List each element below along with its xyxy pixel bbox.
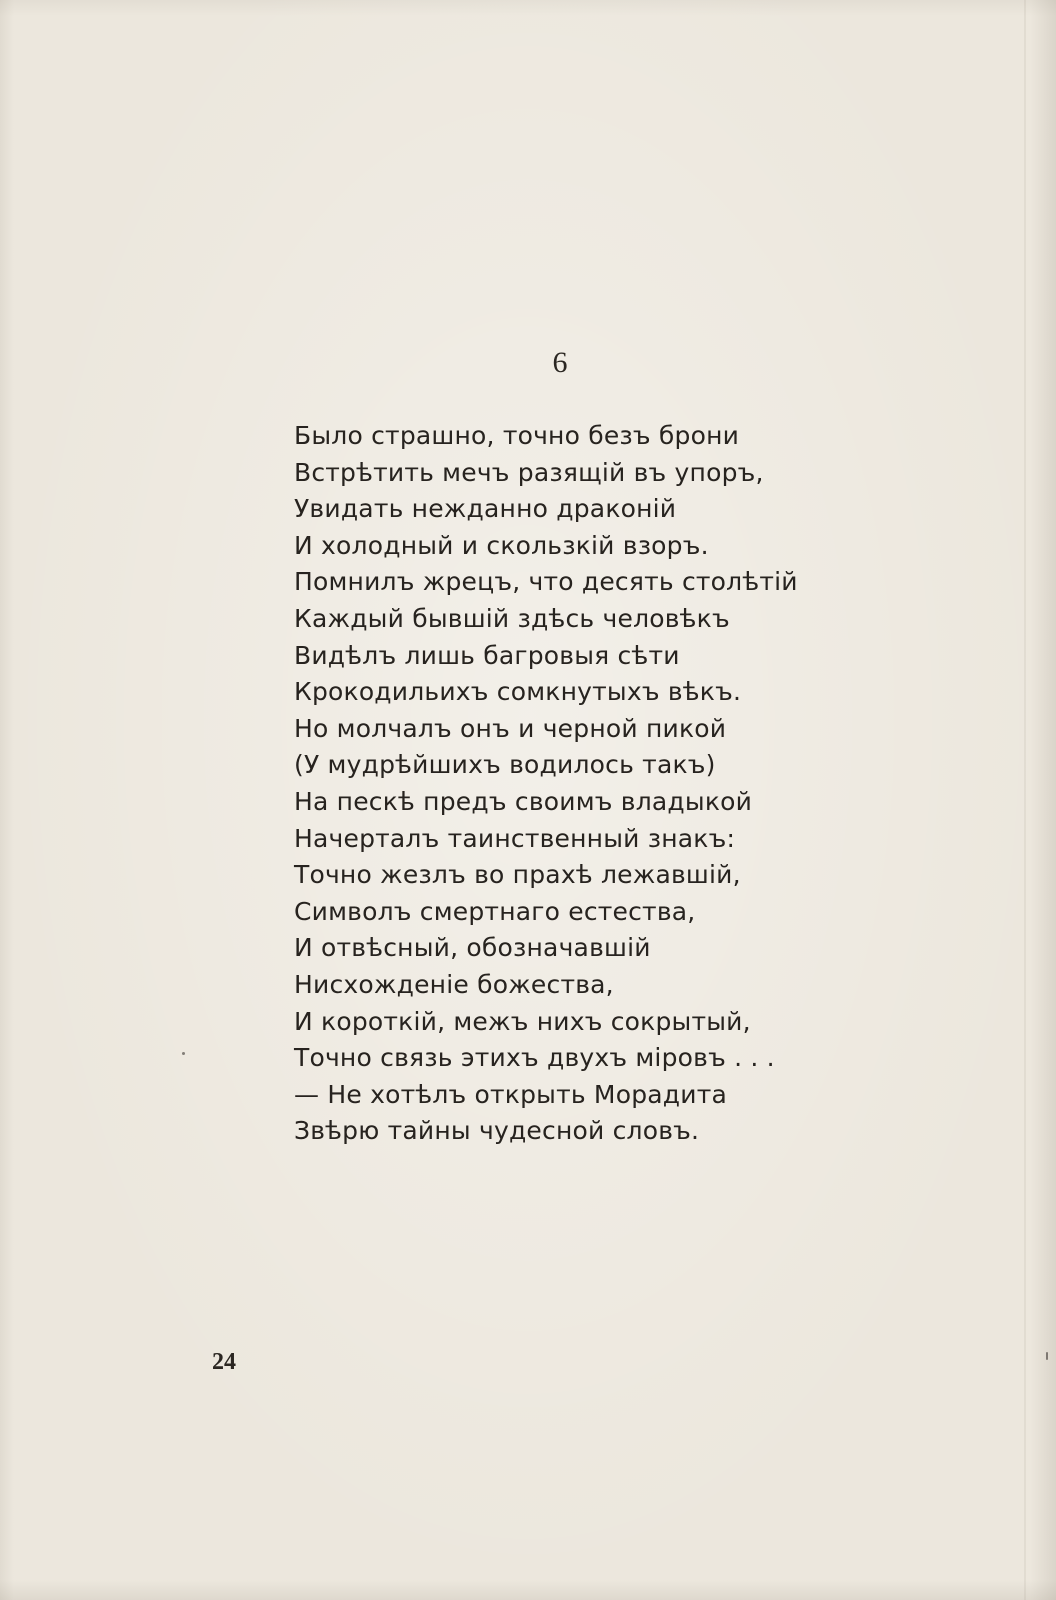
poem-line: Крокодильихъ сомкнутыхъ вѣкъ.	[294, 677, 742, 707]
poem-line: Каждый бывшій здѣсь человѣкъ	[294, 603, 730, 633]
poem-line: И короткій, межъ нихъ сокрытый,	[294, 1006, 751, 1036]
section-number: 6	[552, 346, 568, 379]
poem-line: Нисхожденіе божества,	[294, 969, 614, 999]
poem-line: — Не хотѣлъ открыть Морадита	[294, 1079, 727, 1109]
poem-line: Но молчалъ онъ и черной пикой	[294, 713, 727, 743]
paper-fold	[1024, 0, 1026, 1600]
poem-line: На пескѣ предъ своимъ владыкой	[294, 786, 753, 816]
poem-line: Начерталъ таинственный знакъ:	[294, 823, 736, 853]
poem-line: Точно жезлъ во прахѣ лежавшій,	[294, 860, 741, 890]
page-number: 24	[212, 1349, 236, 1375]
paper-speck	[182, 1052, 185, 1055]
poem-line: Увидать нежданно драконій	[294, 494, 677, 524]
poem-line: Помнилъ жрецъ, что десять столѣтій	[294, 567, 798, 597]
poem-line: И отвѣсный, обозначавшій	[294, 933, 651, 963]
paper-speck	[1046, 1352, 1048, 1360]
poem-line: Видѣлъ лишь багровыя сѣти	[294, 640, 680, 670]
poem	[294, 418, 798, 1150]
poem-line: Символъ смертнаго естества,	[294, 896, 696, 926]
poem-line: И холодный и скользкій взоръ.	[294, 530, 709, 560]
poem-line: Точно связь этихъ двухъ міровъ . . .	[294, 1043, 775, 1073]
poem-line: Звѣрю тайны чудесной словъ.	[294, 1116, 700, 1146]
poem-line: (У мудрѣйшихъ водилось такъ)	[294, 750, 716, 780]
poem-line: Было страшно, точно безъ брони	[294, 421, 740, 450]
poem-line: Встрѣтить мечъ разящій въ упоръ,	[294, 457, 764, 487]
